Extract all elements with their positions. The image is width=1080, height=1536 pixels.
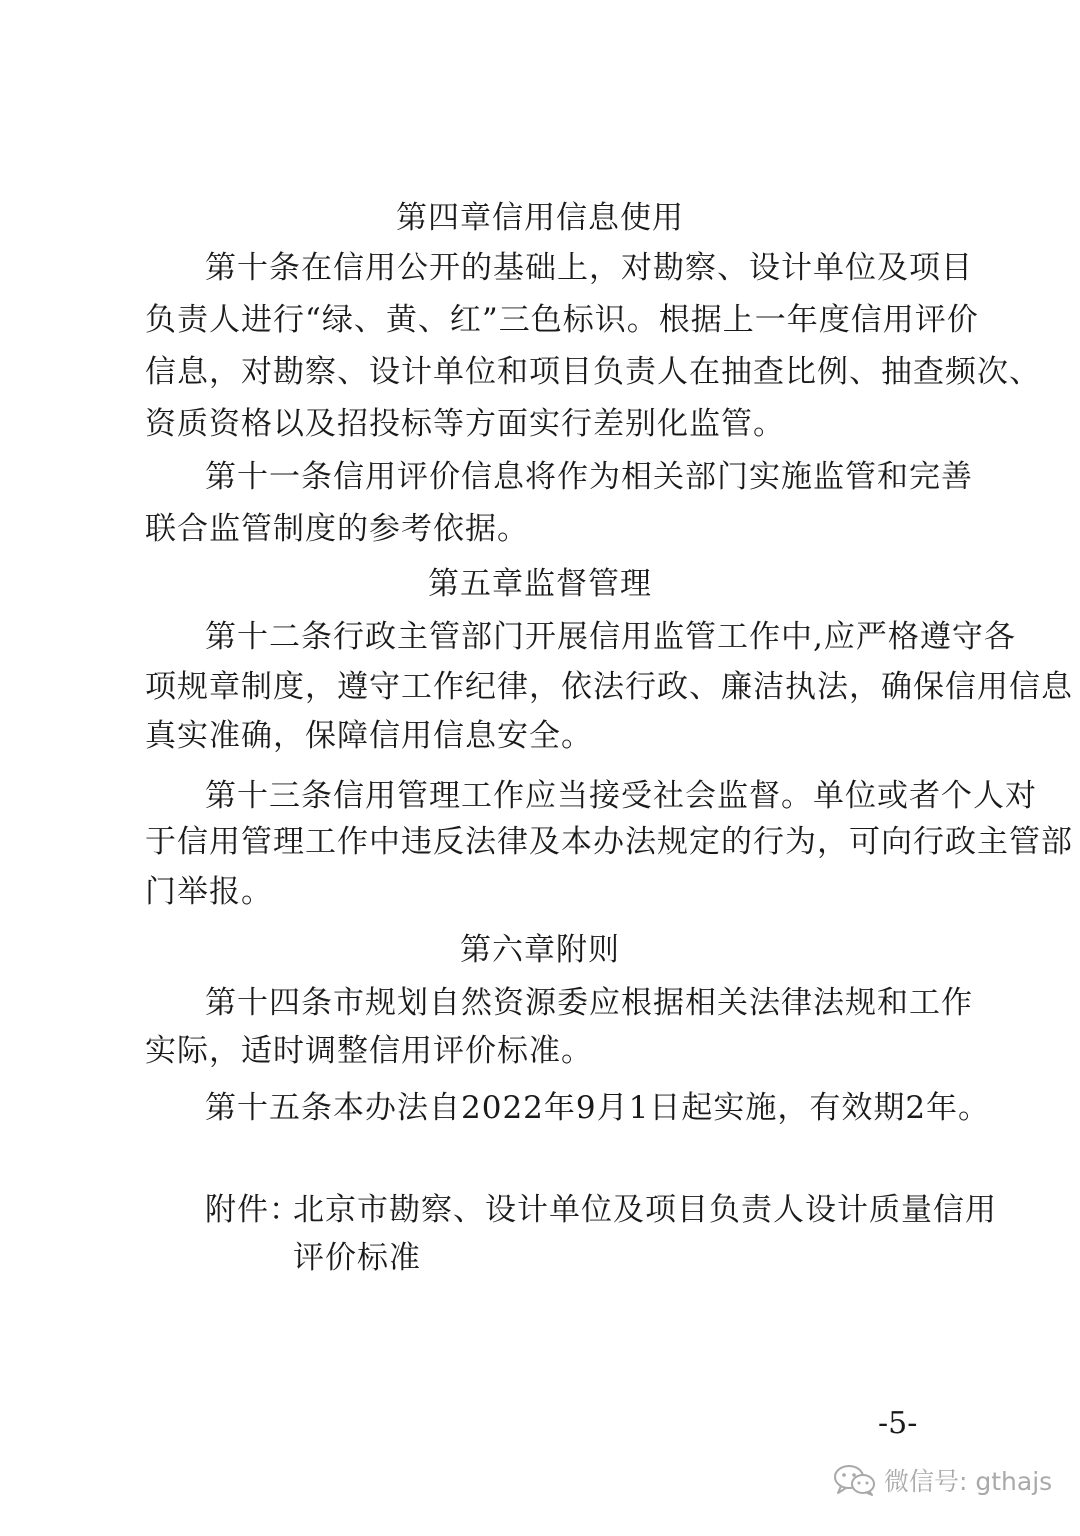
article-12-line-3: 真实准确，保障信用信息安全。: [145, 718, 593, 754]
article-13-line-1: 第十三条信用管理工作应当接受社会监督。单位或者个人对: [205, 778, 1037, 814]
article-10-line-3: 信息，对勘察、设计单位和项目负责人在抽查比例、抽查频次、: [145, 354, 1041, 390]
attachment-label: 附件：: [205, 1192, 301, 1228]
article-15-line-1: 第十五条本办法自2022年9月1日起实施，有效期2年。: [205, 1090, 991, 1126]
article-10-line-2: 负责人进行“绿、黄、红”三色标识。根据上一年度信用评价: [145, 302, 979, 338]
chapter-5-title: 第五章监督管理: [428, 566, 652, 602]
watermark-text: 微信号: gthajs: [884, 1467, 1053, 1496]
article-11-line-1: 第十一条信用评价信息将作为相关部门实施监管和完善: [205, 459, 973, 495]
chapter-4-title: 第四章信用信息使用: [396, 200, 684, 236]
article-12-line-2: 项规章制度，遵守工作纪律，依法行政、廉洁执法，确保信用信息: [145, 669, 1073, 705]
article-10-line-1: 第十条在信用公开的基础上，对勘察、设计单位及项目: [205, 250, 973, 286]
page-number: -5-: [878, 1406, 918, 1441]
attachment-line-1: 北京市勘察、设计单位及项目负责人设计质量信用: [293, 1192, 997, 1228]
article-10-line-4: 资质资格以及招投标等方面实行差别化监管。: [145, 406, 785, 442]
article-14-line-2: 实际，适时调整信用评价标准。: [145, 1033, 593, 1069]
article-13-line-2: 于信用管理工作中违反法律及本办法规定的行为，可向行政主管部: [145, 824, 1073, 860]
chapter-6-title: 第六章附则: [460, 932, 620, 968]
attachment-line-2: 评价标准: [293, 1240, 421, 1276]
article-11-line-2: 联合监管制度的参考依据。: [145, 511, 529, 547]
wechat-icon: [832, 1464, 876, 1496]
wechat-watermark: [832, 1460, 1052, 1500]
article-12-line-1: 第十二条行政主管部门开展信用监管工作中,应严格遵守各: [205, 619, 1016, 655]
article-14-line-1: 第十四条市规划自然资源委应根据相关法律法规和工作: [205, 985, 973, 1021]
article-13-line-3: 门举报。: [145, 874, 273, 910]
